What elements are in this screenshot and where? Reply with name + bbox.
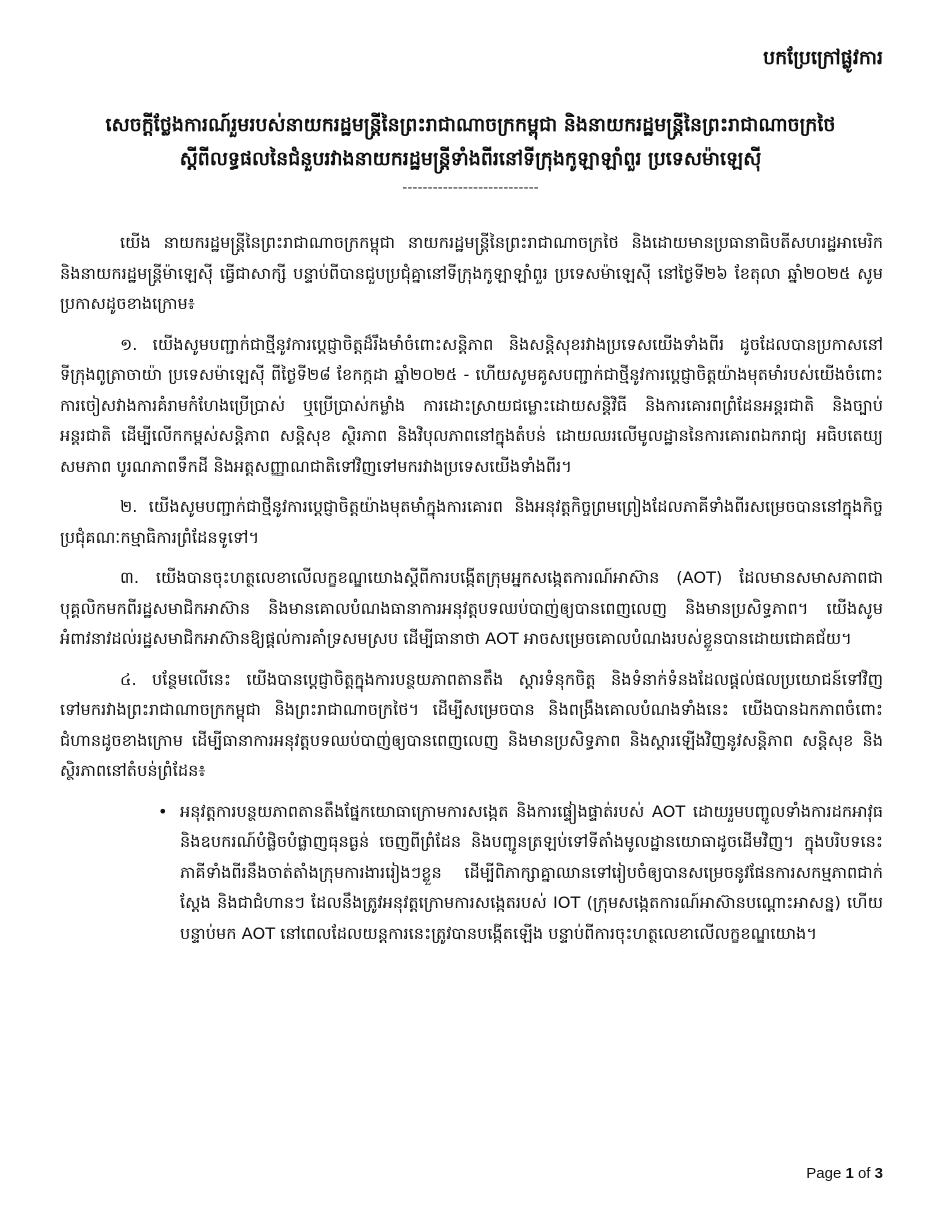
page-current: 1 xyxy=(845,1165,854,1182)
paragraph-1: ១. យើងសូមបញ្ជាក់ជាថ្មីនូវការប្តេជ្ញាចិត្តដ៏រឹងមាំចំពោះសន្តិភាព និងសន្តិសុខរវាងប្រទេសយើងទាំងពីរ ដូចដែលបានប្រកាសនៅទីក្រុងពូត្រាចាយ៉ា ប្រទេសម៉ាឡេស៊ី ពីថ្ងៃទី២៨ ខែកក្កដា ឆ្នាំ២០២៥ - ហើយសូមគូសបញ្ជាក់ជាថ្មីនូវការប្តេជ្ញាចិត្តយ៉ាងមុតមាំរបស់យើងចំពោះការចៀសវាងការគំរាមកំហែងប្រើប្រាស់ ឬប្រើប្រាស់កម្លាំង ការដោះស្រាយជម្លោះដោយសន្តិវិធី និងការគោរពព្រំដែនអន្តរជាតិ និងច្បាប់អន្តរជាតិ ដើម្បីលើកកម្ពស់សន្តិភាព សន្តិសុខ ស្ថិរភាព និងវិបុលភាពនៅក្នុងតំបន់ ដោយឈរលើមូលដ្ឋាននៃការគោរពឯករាជ្យ អធិបតេយ្យ សមភាព បូរណភាពទឹកដី និងអត្តសញ្ញាណជាតិទៅវិញទៅមករវាងប្រទេសយើងទាំងពីរ។ xyxy=(60,334,883,476)
list-item xyxy=(158,797,883,950)
paragraph-2: ២. យើងសូមបញ្ជាក់ជាថ្មីនូវការប្តេជ្ញាចិត្តយ៉ាងមុតមាំក្នុងការគោរព និងអនុវត្តកិច្ចព្រមព្រៀងដែលភាគីទាំងពីរសម្រេចបាននៅក្នុងកិច្ចប្រជុំគណៈកម្មាធិការព្រំដែនទូទៅ។ xyxy=(60,497,883,547)
title-divider: --------------------------- xyxy=(402,180,539,196)
paragraph-4: ៤. បន្ថែមលើនេះ យើងបានប្តេជ្ញាចិត្តក្នុងការបន្ថយភាពតានតឹង ស្តារទំនុកចិត្ត និងទំនាក់ទំនងដែលផ្តល់ផលប្រយោជន៍ទៅវិញទៅមករវាងព្រះរាជាណាចក្រកម្ពុជា និងព្រះរាជាណាចក្រថៃ។ ដើម្បីសម្រេចបាន និងពង្រឹងគោលបំណងទាំងនេះ យើងបានឯកភាពចំពោះជំហានដូចខាងក្រោម ដើម្បីធានាការអនុវត្តបទឈប់បាញ់ឲ្យបានពេញលេញ និងមានប្រសិទ្ធភាព និងស្តារឡើងវិញនូវសន្តិភាព សន្តិសុខ និងស្ថិរភាពនៅតំបន់ព្រំដែន៖ xyxy=(60,669,883,780)
intro-paragraph: យើង នាយករដ្ឋមន្ត្រីនៃព្រះរាជាណាចក្រកម្ពុជា នាយករដ្ឋមន្ត្រីនៃព្រះរាជាណាចក្រថៃ និងដោយមានប្រធានាធិបតីសហរដ្ឋអាមេរិក និងនាយករដ្ឋមន្ត្រីម៉ាឡេស៊ី ធ្វើជាសាក្សី បន្ទាប់ពីបានជួបប្រជុំគ្នានៅទីក្រុងកូឡាឡាំពួរ ប្រទេសម៉ាឡេស៊ី នៅថ្ងៃទី២៦ ខែតុលា ឆ្នាំ២០២៥ សូមប្រកាសដូចខាងក្រោម៖ xyxy=(60,233,883,313)
page-mid: of xyxy=(853,1165,875,1182)
paragraph-3: ៣. យើងបានចុះហត្ថលេខាលើលក្ខខណ្ឌយោងស្តីពីការបង្កើតក្រុមអ្នកសង្កេតការណ៍អាស៊ាន (AOT) ដែលមានសមាសភាពជាបុគ្គលិកមកពីរដ្ឋសមាជិកអាស៊ាន និងមានគោលបំណងធានាការអនុវត្តបទឈប់បាញ់ឲ្យបានពេញលេញ និងមានប្រសិទ្ធភាព។ យើងសូមអំពាវនាវដល់រដ្ឋសមាជិកអាស៊ានឱ្យផ្តល់ការគាំទ្រសមស្រប ដើម្បីធានាថា AOT អាចសម្រេចគោលបំណងរបស់ខ្លួនបានដោយជោគជ័យ។ xyxy=(60,568,883,648)
page-total: 3 xyxy=(874,1165,883,1182)
title-line-2: ស្តីពីលទ្ធផលនៃជំនួបរវាងនាយករដ្ឋមន្ត្រីទាំងពីរនៅទីក្រុងកូឡាឡាំពួរ ប្រទេសម៉ាឡេស៊ី xyxy=(179,148,762,170)
document-body xyxy=(60,228,883,949)
document-title xyxy=(60,108,881,176)
list-item-text: អនុវត្តការបន្ថយភាពតានតឹងផ្នែកយោធាក្រោមការសង្កេត និងការផ្ទៀងផ្ទាត់របស់ AOT ដោយរួមបញ្ចូលទាំងការដកអាវុធ និងឧបករណ៍បំផ្លិចបំផ្លាញធុនធ្ងន់ ចេញពីព្រំដែន និងបញ្ជូនត្រឡប់ទៅទីតាំងមូលដ្ឋានយោធាដូចដើមវិញ។ ក្នុងបរិបទនេះ ភាគីទាំងពីរនឹងចាត់តាំងក្រុមការងាររៀងៗខ្លួន ដើម្បីពិភាក្សាគ្នាឈានទៅរៀបចំឲ្យបានសម្រេចនូវផែនការសកម្មភាពជាក់ស្តែង និងជាជំហានៗ ដែលនឹងត្រូវអនុវត្តក្រោមការសង្កេតរបស់ IOT (ក្រុមសង្កេតការណ៍អាស៊ានបណ្តោះអាសន្ន) ហើយបន្ទាប់មក AOT នៅពេលដែលយន្តការនេះត្រូវបានបង្កើតឡើង បន្ទាប់ពីការចុះហត្ថលេខាលើលក្ខខណ្ឌយោង។ xyxy=(180,801,883,943)
title-line-1: សេចក្តីថ្លែងការណ៍រួមរបស់នាយករដ្ឋមន្ត្រីនៃព្រះរាជាណាចក្រកម្ពុជា និងនាយករដ្ឋមន្ត្រីនៃព្រះរាជាណាចក្រថៃ xyxy=(105,114,836,136)
steps-list xyxy=(60,797,883,950)
page-number xyxy=(806,1165,883,1182)
bullet-icon: • xyxy=(158,801,168,821)
unofficial-translation-label: បកប្រែក្រៅផ្លូវការ xyxy=(763,47,883,69)
page-prefix: Page xyxy=(806,1165,846,1182)
